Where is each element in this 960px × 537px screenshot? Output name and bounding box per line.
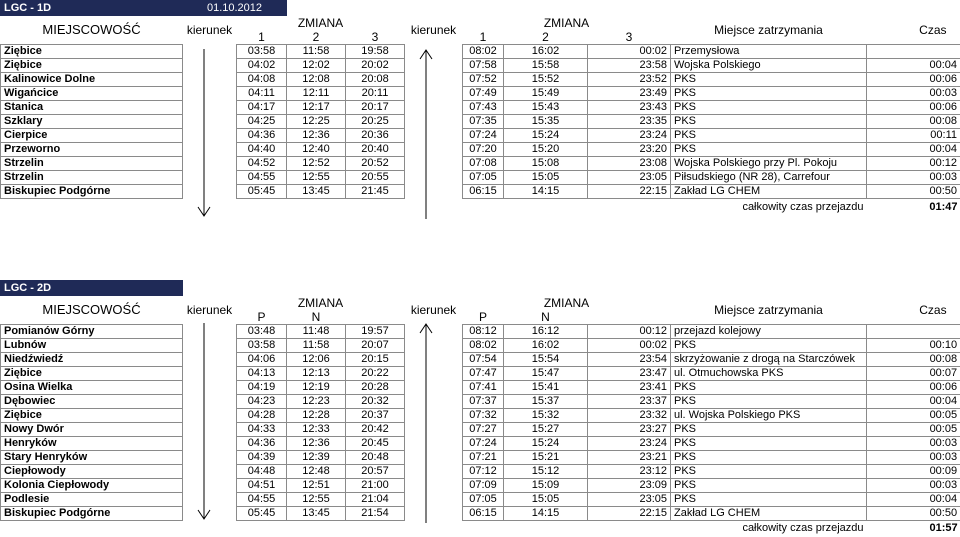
stop-name: Ziębice bbox=[1, 408, 183, 422]
stop-name: Nowy Dwór bbox=[1, 422, 183, 436]
header-place: Miejsce zatrzymania bbox=[671, 296, 867, 325]
schedule-title: LGC - 1D bbox=[1, 1, 183, 16]
segment-time: 00:06 bbox=[867, 380, 960, 394]
time-return-2: 15:54 bbox=[504, 352, 588, 366]
time-1: 05:45 bbox=[237, 185, 287, 199]
total-time-value: 01:47 bbox=[867, 199, 960, 216]
time-return-3: 23:20 bbox=[588, 143, 671, 157]
time-return-1: 07:05 bbox=[463, 492, 504, 506]
schedule-date: 01.10.2012 bbox=[183, 1, 287, 16]
down-arrow-icon bbox=[196, 323, 212, 523]
header-time: Czas bbox=[867, 296, 960, 325]
time-3: 20:55 bbox=[346, 171, 405, 185]
time-1: 03:58 bbox=[237, 45, 287, 59]
timetable-1d-rows bbox=[1, 45, 960, 199]
time-1: 04:55 bbox=[237, 492, 287, 506]
total-time-value: 01:57 bbox=[867, 520, 960, 537]
table-row bbox=[1, 394, 960, 408]
time-2: 12:55 bbox=[287, 492, 346, 506]
time-2: 13:45 bbox=[287, 185, 346, 199]
header-shift-return-1: 1 bbox=[463, 30, 504, 45]
time-return-2: 15:52 bbox=[504, 73, 588, 87]
time-3: 19:57 bbox=[346, 324, 405, 338]
stop-place: PKS bbox=[671, 492, 867, 506]
stop-name: Stary Henryków bbox=[1, 450, 183, 464]
time-return-1: 07:24 bbox=[463, 129, 504, 143]
time-return-3: 23:35 bbox=[588, 115, 671, 129]
time-return-3: 23:05 bbox=[588, 492, 671, 506]
stop-place: PKS bbox=[671, 115, 867, 129]
time-1: 04:39 bbox=[237, 450, 287, 464]
time-3: 21:04 bbox=[346, 492, 405, 506]
header-shift-3: 3 bbox=[346, 30, 405, 45]
time-1: 03:48 bbox=[237, 324, 287, 338]
header-direction: kierunek bbox=[183, 296, 237, 325]
time-return-2: 15:24 bbox=[504, 129, 588, 143]
time-return-1: 06:15 bbox=[463, 185, 504, 199]
total-time-label: całkowity czas przejazdu bbox=[1, 520, 867, 537]
time-return-3: 00:12 bbox=[588, 324, 671, 338]
time-return-2: 16:12 bbox=[504, 324, 588, 338]
stop-name: Biskupiec Podgórne bbox=[1, 185, 183, 199]
table-row bbox=[1, 464, 960, 478]
table-row bbox=[1, 59, 960, 73]
header-stop: MIEJSCOWOŚĆ bbox=[1, 296, 183, 325]
stop-name: Kalinowice Dolne bbox=[1, 73, 183, 87]
time-2: 13:45 bbox=[287, 506, 346, 520]
stop-place: PKS bbox=[671, 73, 867, 87]
time-return-2: 16:02 bbox=[504, 338, 588, 352]
table-row bbox=[1, 408, 960, 422]
time-3: 20:07 bbox=[346, 338, 405, 352]
time-return-2: 15:43 bbox=[504, 101, 588, 115]
time-3: 20:52 bbox=[346, 157, 405, 171]
header-shift-return-n: N bbox=[504, 310, 588, 325]
time-return-1: 07:37 bbox=[463, 394, 504, 408]
time-3: 20:42 bbox=[346, 422, 405, 436]
table-row bbox=[1, 129, 960, 143]
time-3: 20:15 bbox=[346, 352, 405, 366]
time-return-3: 23:08 bbox=[588, 157, 671, 171]
time-return-2: 15:27 bbox=[504, 422, 588, 436]
time-2: 12:33 bbox=[287, 422, 346, 436]
time-return-1: 07:43 bbox=[463, 101, 504, 115]
time-2: 11:48 bbox=[287, 324, 346, 338]
up-arrow-icon bbox=[418, 323, 434, 523]
time-1: 04:55 bbox=[237, 171, 287, 185]
header-shift-return: ZMIANA bbox=[463, 16, 671, 31]
stop-place: Zakład LG CHEM bbox=[671, 506, 867, 520]
time-return-2: 16:02 bbox=[504, 45, 588, 59]
stop-name: Cierpice bbox=[1, 129, 183, 143]
time-1: 04:48 bbox=[237, 464, 287, 478]
time-return-3: 23:58 bbox=[588, 59, 671, 73]
stop-name: Osina Wielka bbox=[1, 380, 183, 394]
time-return-3: 23:47 bbox=[588, 366, 671, 380]
table-row bbox=[1, 450, 960, 464]
time-return-3: 23:43 bbox=[588, 101, 671, 115]
segment-time: 00:04 bbox=[867, 394, 960, 408]
time-1: 04:11 bbox=[237, 87, 287, 101]
stop-place: PKS bbox=[671, 464, 867, 478]
time-3: 20:22 bbox=[346, 366, 405, 380]
time-return-2: 15:09 bbox=[504, 478, 588, 492]
time-1: 04:33 bbox=[237, 422, 287, 436]
time-return-1: 06:15 bbox=[463, 506, 504, 520]
table-row bbox=[1, 143, 960, 157]
stop-name: Strzelin bbox=[1, 157, 183, 171]
table-row bbox=[1, 422, 960, 436]
stop-name: Dębowiec bbox=[1, 394, 183, 408]
stop-place: przejazd kolejowy bbox=[671, 324, 867, 338]
time-3: 20:36 bbox=[346, 129, 405, 143]
stop-place: Wojska Polskiego bbox=[671, 59, 867, 73]
header-shift-p: P bbox=[237, 310, 287, 325]
table-row bbox=[1, 157, 960, 171]
header-shift: ZMIANA bbox=[237, 296, 405, 310]
time-return-2: 15:05 bbox=[504, 492, 588, 506]
segment-time: 00:11 bbox=[867, 129, 960, 143]
time-2: 12:48 bbox=[287, 464, 346, 478]
stop-name: Pomianów Górny bbox=[1, 324, 183, 338]
table-row bbox=[1, 45, 960, 59]
time-return-2: 15:41 bbox=[504, 380, 588, 394]
time-return-3: 23:12 bbox=[588, 464, 671, 478]
time-2: 12:28 bbox=[287, 408, 346, 422]
time-return-1: 08:02 bbox=[463, 45, 504, 59]
time-return-1: 08:02 bbox=[463, 338, 504, 352]
stop-name: Biskupiec Podgórne bbox=[1, 506, 183, 520]
stop-place: PKS bbox=[671, 338, 867, 352]
header-shift: ZMIANA bbox=[237, 16, 405, 31]
stop-name: Ziębice bbox=[1, 59, 183, 73]
time-return-1: 07:27 bbox=[463, 422, 504, 436]
header-shift-return: ZMIANA bbox=[463, 296, 671, 310]
time-1: 04:25 bbox=[237, 115, 287, 129]
stop-place: PKS bbox=[671, 436, 867, 450]
segment-time: 00:04 bbox=[867, 59, 960, 73]
down-arrow-icon bbox=[196, 49, 212, 219]
table-row bbox=[1, 366, 960, 380]
time-3: 21:45 bbox=[346, 185, 405, 199]
header-shift-return-3: 3 bbox=[588, 30, 671, 45]
segment-time: 00:04 bbox=[867, 492, 960, 506]
segment-time bbox=[867, 45, 960, 59]
time-1: 04:36 bbox=[237, 129, 287, 143]
time-return-2: 15:12 bbox=[504, 464, 588, 478]
table-row bbox=[1, 324, 960, 338]
schedule-title: LGC - 2D bbox=[1, 281, 183, 296]
time-return-1: 07:58 bbox=[463, 59, 504, 73]
time-return-2: 15:32 bbox=[504, 408, 588, 422]
stop-place: PKS bbox=[671, 87, 867, 101]
time-1: 04:08 bbox=[237, 73, 287, 87]
time-1: 04:51 bbox=[237, 478, 287, 492]
table-row bbox=[1, 185, 960, 199]
time-2: 12:51 bbox=[287, 478, 346, 492]
time-return-1: 07:32 bbox=[463, 408, 504, 422]
stop-place: ul. Wojska Polskiego PKS bbox=[671, 408, 867, 422]
time-return-1: 07:09 bbox=[463, 478, 504, 492]
time-return-1: 07:20 bbox=[463, 143, 504, 157]
segment-time: 00:03 bbox=[867, 478, 960, 492]
table-row bbox=[1, 338, 960, 352]
time-1: 04:28 bbox=[237, 408, 287, 422]
time-2: 12:19 bbox=[287, 380, 346, 394]
time-return-1: 07:12 bbox=[463, 464, 504, 478]
table-row bbox=[1, 73, 960, 87]
stop-name: Stanica bbox=[1, 101, 183, 115]
table-row bbox=[1, 492, 960, 506]
header-direction-return: kierunek bbox=[405, 16, 463, 45]
time-return-1: 07:41 bbox=[463, 380, 504, 394]
time-2: 12:08 bbox=[287, 73, 346, 87]
time-1: 04:02 bbox=[237, 59, 287, 73]
schedule-lgc-2d bbox=[0, 280, 960, 537]
time-return-1: 07:24 bbox=[463, 436, 504, 450]
stop-place: PKS bbox=[671, 143, 867, 157]
segment-time: 00:03 bbox=[867, 436, 960, 450]
stop-name: Henryków bbox=[1, 436, 183, 450]
segment-time: 00:08 bbox=[867, 352, 960, 366]
segment-time: 00:08 bbox=[867, 115, 960, 129]
time-2: 12:40 bbox=[287, 143, 346, 157]
time-1: 04:06 bbox=[237, 352, 287, 366]
segment-time: 00:06 bbox=[867, 101, 960, 115]
header-time: Czas bbox=[867, 16, 960, 45]
time-return-1: 07:05 bbox=[463, 171, 504, 185]
table-row bbox=[1, 478, 960, 492]
segment-time: 00:12 bbox=[867, 157, 960, 171]
time-1: 04:23 bbox=[237, 394, 287, 408]
segment-time: 00:05 bbox=[867, 422, 960, 436]
time-2: 12:36 bbox=[287, 436, 346, 450]
time-return-2: 15:08 bbox=[504, 157, 588, 171]
header-direction: kierunek bbox=[183, 16, 237, 45]
time-return-2: 14:15 bbox=[504, 506, 588, 520]
stop-place: PKS bbox=[671, 101, 867, 115]
time-2: 12:06 bbox=[287, 352, 346, 366]
header-shift-2: 2 bbox=[287, 30, 346, 45]
timetable-1d bbox=[0, 0, 960, 215]
time-return-2: 15:49 bbox=[504, 87, 588, 101]
schedule-lgc-1d bbox=[0, 0, 960, 215]
stop-name: Niedźwiedź bbox=[1, 352, 183, 366]
time-return-2: 15:35 bbox=[504, 115, 588, 129]
segment-time bbox=[867, 324, 960, 338]
stop-place: Wojska Polskiego przy Pl. Pokoju bbox=[671, 157, 867, 171]
time-return-2: 14:15 bbox=[504, 185, 588, 199]
time-3: 20:25 bbox=[346, 115, 405, 129]
time-2: 11:58 bbox=[287, 45, 346, 59]
time-2: 12:23 bbox=[287, 394, 346, 408]
time-return-3: 23:49 bbox=[588, 87, 671, 101]
stop-name: Strzelin bbox=[1, 171, 183, 185]
segment-time: 00:10 bbox=[867, 338, 960, 352]
time-return-3: 23:24 bbox=[588, 436, 671, 450]
time-1: 05:45 bbox=[237, 506, 287, 520]
stop-name: Kolonia Ciepłowody bbox=[1, 478, 183, 492]
time-3: 21:54 bbox=[346, 506, 405, 520]
time-return-2: 15:47 bbox=[504, 366, 588, 380]
stop-place: Przemysłowa bbox=[671, 45, 867, 59]
segment-time: 00:07 bbox=[867, 366, 960, 380]
stop-place: PKS bbox=[671, 478, 867, 492]
stop-name: Przeworno bbox=[1, 143, 183, 157]
segment-time: 00:09 bbox=[867, 464, 960, 478]
time-return-1: 07:21 bbox=[463, 450, 504, 464]
time-3: 20:28 bbox=[346, 380, 405, 394]
header-shift-1: 1 bbox=[237, 30, 287, 45]
segment-time: 00:03 bbox=[867, 171, 960, 185]
time-1: 04:40 bbox=[237, 143, 287, 157]
time-return-1: 07:47 bbox=[463, 366, 504, 380]
stop-place: ul. Otmuchowska PKS bbox=[671, 366, 867, 380]
stop-name: Podlesie bbox=[1, 492, 183, 506]
table-row bbox=[1, 87, 960, 101]
time-2: 12:13 bbox=[287, 366, 346, 380]
stop-place: Zakład LG CHEM bbox=[671, 185, 867, 199]
time-return-3: 23:37 bbox=[588, 394, 671, 408]
stop-place: PKS bbox=[671, 380, 867, 394]
stop-place: Piłsudskiego (NR 28), Carrefour bbox=[671, 171, 867, 185]
time-return-2: 15:37 bbox=[504, 394, 588, 408]
table-row bbox=[1, 115, 960, 129]
segment-time: 00:03 bbox=[867, 450, 960, 464]
time-1: 04:13 bbox=[237, 366, 287, 380]
time-2: 12:55 bbox=[287, 171, 346, 185]
time-3: 20:40 bbox=[346, 143, 405, 157]
stop-name: Wigańcice bbox=[1, 87, 183, 101]
time-3: 20:48 bbox=[346, 450, 405, 464]
stop-name: Szklary bbox=[1, 115, 183, 129]
time-3: 19:58 bbox=[346, 45, 405, 59]
time-return-3: 00:02 bbox=[588, 45, 671, 59]
stop-place: PKS bbox=[671, 422, 867, 436]
table-row bbox=[1, 352, 960, 366]
segment-time: 00:06 bbox=[867, 73, 960, 87]
time-2: 12:36 bbox=[287, 129, 346, 143]
time-return-1: 07:49 bbox=[463, 87, 504, 101]
time-2: 12:11 bbox=[287, 87, 346, 101]
time-return-2: 15:05 bbox=[504, 171, 588, 185]
up-arrow-icon bbox=[418, 49, 434, 219]
time-1: 04:19 bbox=[237, 380, 287, 394]
time-return-3: 00:02 bbox=[588, 338, 671, 352]
time-return-3: 23:32 bbox=[588, 408, 671, 422]
time-3: 20:02 bbox=[346, 59, 405, 73]
time-3: 20:17 bbox=[346, 101, 405, 115]
time-2: 12:25 bbox=[287, 115, 346, 129]
time-3: 20:45 bbox=[346, 436, 405, 450]
time-return-3: 23:52 bbox=[588, 73, 671, 87]
time-return-1: 07:52 bbox=[463, 73, 504, 87]
time-3: 20:08 bbox=[346, 73, 405, 87]
stop-name: Ziębice bbox=[1, 366, 183, 380]
time-1: 04:52 bbox=[237, 157, 287, 171]
time-return-3: 23:27 bbox=[588, 422, 671, 436]
segment-time: 00:03 bbox=[867, 87, 960, 101]
header-direction-return: kierunek bbox=[405, 296, 463, 325]
time-return-3: 23:09 bbox=[588, 478, 671, 492]
table-row bbox=[1, 171, 960, 185]
segment-time: 00:04 bbox=[867, 143, 960, 157]
time-return-2: 15:24 bbox=[504, 436, 588, 450]
time-return-3: 23:54 bbox=[588, 352, 671, 366]
header-stop: MIEJSCOWOŚĆ bbox=[1, 16, 183, 45]
table-row bbox=[1, 380, 960, 394]
time-3: 20:37 bbox=[346, 408, 405, 422]
time-2: 11:58 bbox=[287, 338, 346, 352]
time-return-3: 23:21 bbox=[588, 450, 671, 464]
header-place: Miejsce zatrzymania bbox=[671, 16, 867, 45]
time-return-1: 07:35 bbox=[463, 115, 504, 129]
header-shift-return-p: P bbox=[463, 310, 504, 325]
segment-time: 00:50 bbox=[867, 506, 960, 520]
stop-name: Ziębice bbox=[1, 45, 183, 59]
table-row bbox=[1, 436, 960, 450]
time-3: 21:00 bbox=[346, 478, 405, 492]
time-return-3: 22:15 bbox=[588, 506, 671, 520]
header-shift-n: N bbox=[287, 310, 346, 325]
time-return-3: 23:05 bbox=[588, 171, 671, 185]
time-return-2: 15:20 bbox=[504, 143, 588, 157]
timetable-2d-rows bbox=[1, 324, 960, 520]
time-return-2: 15:21 bbox=[504, 450, 588, 464]
stop-place: PKS bbox=[671, 129, 867, 143]
time-1: 04:17 bbox=[237, 101, 287, 115]
time-1: 04:36 bbox=[237, 436, 287, 450]
table-row bbox=[1, 506, 960, 520]
timetable-2d bbox=[0, 280, 960, 537]
time-2: 12:39 bbox=[287, 450, 346, 464]
header-shift-return-2: 2 bbox=[504, 30, 588, 45]
time-3: 20:32 bbox=[346, 394, 405, 408]
time-2: 12:52 bbox=[287, 157, 346, 171]
time-return-1: 08:12 bbox=[463, 324, 504, 338]
time-1: 03:58 bbox=[237, 338, 287, 352]
time-return-1: 07:08 bbox=[463, 157, 504, 171]
time-3: 20:11 bbox=[346, 87, 405, 101]
time-return-3: 22:15 bbox=[588, 185, 671, 199]
time-3: 20:57 bbox=[346, 464, 405, 478]
table-row bbox=[1, 101, 960, 115]
total-time-label: całkowity czas przejazdu bbox=[1, 199, 867, 216]
time-return-3: 23:41 bbox=[588, 380, 671, 394]
stop-name: Lubnów bbox=[1, 338, 183, 352]
time-2: 12:02 bbox=[287, 59, 346, 73]
time-2: 12:17 bbox=[287, 101, 346, 115]
stop-place: skrzyżowanie z drogą na Starczówek bbox=[671, 352, 867, 366]
segment-time: 00:50 bbox=[867, 185, 960, 199]
time-return-1: 07:54 bbox=[463, 352, 504, 366]
stop-place: PKS bbox=[671, 450, 867, 464]
stop-name: Ciepłowody bbox=[1, 464, 183, 478]
stop-place: PKS bbox=[671, 394, 867, 408]
time-return-3: 23:24 bbox=[588, 129, 671, 143]
time-return-2: 15:58 bbox=[504, 59, 588, 73]
segment-time: 00:05 bbox=[867, 408, 960, 422]
